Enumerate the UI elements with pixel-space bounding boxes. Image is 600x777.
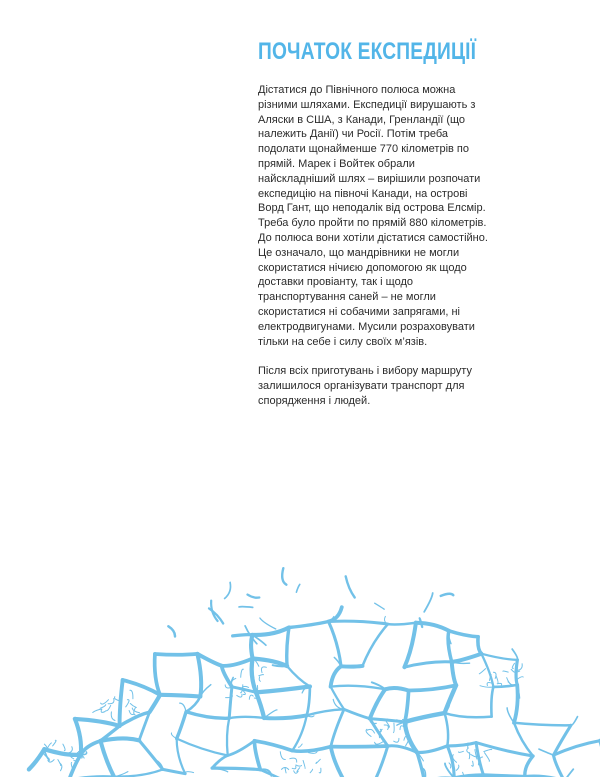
ice-crack [394, 723, 395, 733]
ice-crack [256, 687, 310, 693]
ice-crack [449, 631, 478, 637]
ice-crack [292, 715, 306, 750]
ice-crack [287, 628, 289, 667]
ice-crack [511, 669, 514, 672]
ice-crack [209, 608, 223, 623]
ice-crack [441, 594, 454, 596]
ice-crack [424, 593, 433, 612]
ice-crack [239, 607, 253, 608]
ice-crack [171, 733, 176, 739]
ice-crack [75, 719, 120, 726]
ice-crack [405, 713, 445, 722]
ice-crack [452, 654, 482, 662]
ice-crack [479, 669, 485, 674]
ice-crack [139, 740, 163, 769]
ice-crack [229, 717, 264, 718]
ice-crack [264, 715, 307, 718]
ice-crack [114, 769, 163, 776]
ice-crack [329, 622, 342, 667]
ice-crack [373, 746, 387, 777]
ice-crack [296, 584, 299, 592]
ice-crack [329, 621, 388, 624]
ice-crack [310, 769, 312, 772]
ice-crack [405, 691, 409, 722]
ice-crack [160, 695, 200, 697]
ice-crack [497, 683, 501, 685]
ice-crack [249, 695, 253, 699]
ice-crack [375, 603, 385, 609]
ice-crack [47, 743, 51, 749]
ice-crack [58, 760, 61, 766]
ice-crack [388, 623, 416, 625]
ice-crack [212, 756, 228, 769]
ice-crack [227, 718, 229, 755]
ice-crack [53, 740, 56, 746]
ice-crack [512, 649, 517, 660]
ice-crack [420, 618, 423, 627]
ice-crack [564, 769, 573, 777]
ice-crack [385, 688, 409, 691]
ice-crack [225, 582, 231, 598]
ice-crack [101, 741, 115, 777]
ice-crack [341, 666, 362, 667]
ice-crack [447, 743, 476, 746]
ice-crack [163, 769, 185, 773]
ice-crack [285, 768, 286, 773]
ice-crack [296, 765, 302, 766]
ice-crack [177, 739, 186, 774]
ice-crack [259, 677, 260, 682]
ice-crack [120, 680, 123, 726]
ice-crack [130, 704, 136, 708]
ice-crack [155, 654, 160, 695]
ice-crack [177, 712, 186, 739]
ice-crack [180, 703, 186, 712]
ice-crack [248, 595, 260, 598]
ice-crack [150, 695, 161, 712]
ice-crack [375, 741, 384, 744]
ice-crack [186, 697, 200, 712]
ice-crack [484, 749, 492, 751]
ice-crack [129, 711, 134, 715]
ice-crack [255, 741, 293, 751]
ice-crack [507, 708, 514, 723]
ice-crack [261, 667, 266, 673]
ice-crack [367, 729, 374, 733]
ice-crack [491, 687, 493, 717]
ice-crack [456, 765, 459, 770]
ice-crack [69, 747, 72, 753]
ice-crack [177, 739, 228, 756]
ice-crack [290, 758, 297, 762]
ice-crack [539, 749, 554, 755]
ice-crack [254, 698, 259, 699]
ice-crack [445, 713, 492, 717]
ice-crack [228, 741, 255, 756]
ice-crack [44, 749, 81, 755]
ice-crack [100, 705, 106, 709]
ice-crack [106, 705, 111, 711]
ice-crack [101, 709, 105, 712]
ice-crack [123, 680, 160, 695]
ice-crack [472, 761, 474, 766]
ice-crack [108, 699, 114, 704]
ice-crack [260, 618, 276, 629]
ice-crack [496, 676, 498, 683]
ice-crack [319, 768, 321, 773]
ice-crack [237, 694, 242, 697]
ice-crack [331, 747, 345, 777]
ice-crack [394, 738, 399, 742]
ice-crack [254, 741, 260, 770]
ice-crack [404, 662, 451, 667]
paragraph-2: Після всіх приготувань і вибору маршруту залишилося організувати транспорт для спорядження і людей. [258, 365, 472, 407]
ice-crack [289, 622, 329, 628]
ice-crack [75, 719, 81, 755]
page-title: ПОЧАТОК ЕКСПЕДИЦІЇ [258, 38, 477, 65]
ice-crack [242, 686, 248, 687]
ice-crack [280, 752, 285, 760]
ice-crack [297, 768, 300, 772]
ice-crack [331, 746, 388, 747]
ice-crack [514, 723, 571, 726]
ice-crack [417, 746, 447, 753]
ice-crack [81, 741, 101, 755]
ice-crack [571, 717, 578, 726]
article-body [258, 83, 488, 424]
ice-crack [445, 713, 449, 746]
ice-crack [126, 700, 129, 707]
ice-crack [307, 687, 310, 716]
ice-crack [409, 685, 457, 690]
ice-crack [252, 659, 256, 693]
ice-crack [273, 665, 287, 666]
ice-crack [29, 749, 44, 769]
ice-crack [241, 669, 244, 677]
ice-crack [287, 666, 310, 686]
ice-crack [186, 712, 229, 718]
ice-crack [316, 759, 320, 763]
ice-crack [329, 607, 342, 621]
ice-crack [344, 709, 370, 718]
ice-crack [63, 744, 65, 751]
ice-crack [459, 751, 464, 752]
ice-crack [554, 755, 565, 777]
ice-crack [478, 637, 481, 654]
ice-crack [101, 700, 109, 704]
ice-crack [331, 666, 342, 686]
cracked-ice-illustration [0, 560, 600, 777]
ice-crack [503, 671, 508, 672]
ice-crack [307, 709, 344, 715]
ice-crack [256, 692, 264, 718]
ice-crack [507, 678, 513, 685]
ice-crack [155, 654, 198, 655]
ice-crack [197, 654, 201, 697]
ice-crack [346, 576, 355, 597]
ice-crack [260, 770, 293, 777]
ice-crack [130, 690, 133, 699]
ice-crack [449, 763, 451, 768]
ice-crack [480, 686, 493, 688]
ice-crack [101, 738, 140, 740]
ice-crack [516, 660, 517, 685]
ice-crack [525, 756, 533, 777]
ice-crack [447, 746, 454, 777]
ice-crack [404, 623, 416, 668]
ice-crack [303, 761, 305, 769]
ice-crack [481, 654, 517, 660]
ice-crack [299, 744, 303, 747]
ice-crack [445, 685, 457, 713]
ice-crack [93, 709, 102, 712]
ice-crack [331, 686, 386, 690]
ice-crack [282, 568, 286, 585]
ice-crack [514, 723, 533, 756]
ice-crack [363, 624, 388, 666]
ice-crack [259, 675, 264, 676]
ice-crack [252, 628, 289, 635]
ice-crack [111, 712, 115, 721]
paragraph-1: Дістатися до Північного полюса можна різними шляхами. Експедиції вирушають з Аляски в США, з Канади, Гренландії (що належить Данії) чи Росії. Потім треба подолати щонайменше 770 кілометрів по прямій. Марек і Войтек обрали найскладніший шлях – вирішили розпочати експедицію на півночі Канади, на острові Ворд Гант, що неподалік від острова Елсмір. Треба було пройти по прямій 880 кілометрів. До полюса вони хотіли дістатися самостійно. Це означало, що мандрівники не могли скористатися нічиєю допомогою як щодо доставки провіанту, так і щодо транспортування саней – не могли скористатися ні собачими запрягами, ні електродвигунами. Мусили розраховувати тільки на себе і силу своїх м’язів. [258, 84, 488, 348]
ice-crack [493, 685, 517, 687]
ice-crack [370, 689, 385, 718]
ice-crack [331, 709, 344, 746]
ice-crack [229, 687, 232, 718]
ice-crack [292, 766, 296, 769]
ice-crack [485, 753, 490, 762]
ice-crack [512, 663, 514, 668]
ice-crack [168, 626, 175, 636]
ice-crack [514, 685, 518, 723]
ice-crack [487, 683, 492, 686]
ice-crack [222, 659, 253, 666]
